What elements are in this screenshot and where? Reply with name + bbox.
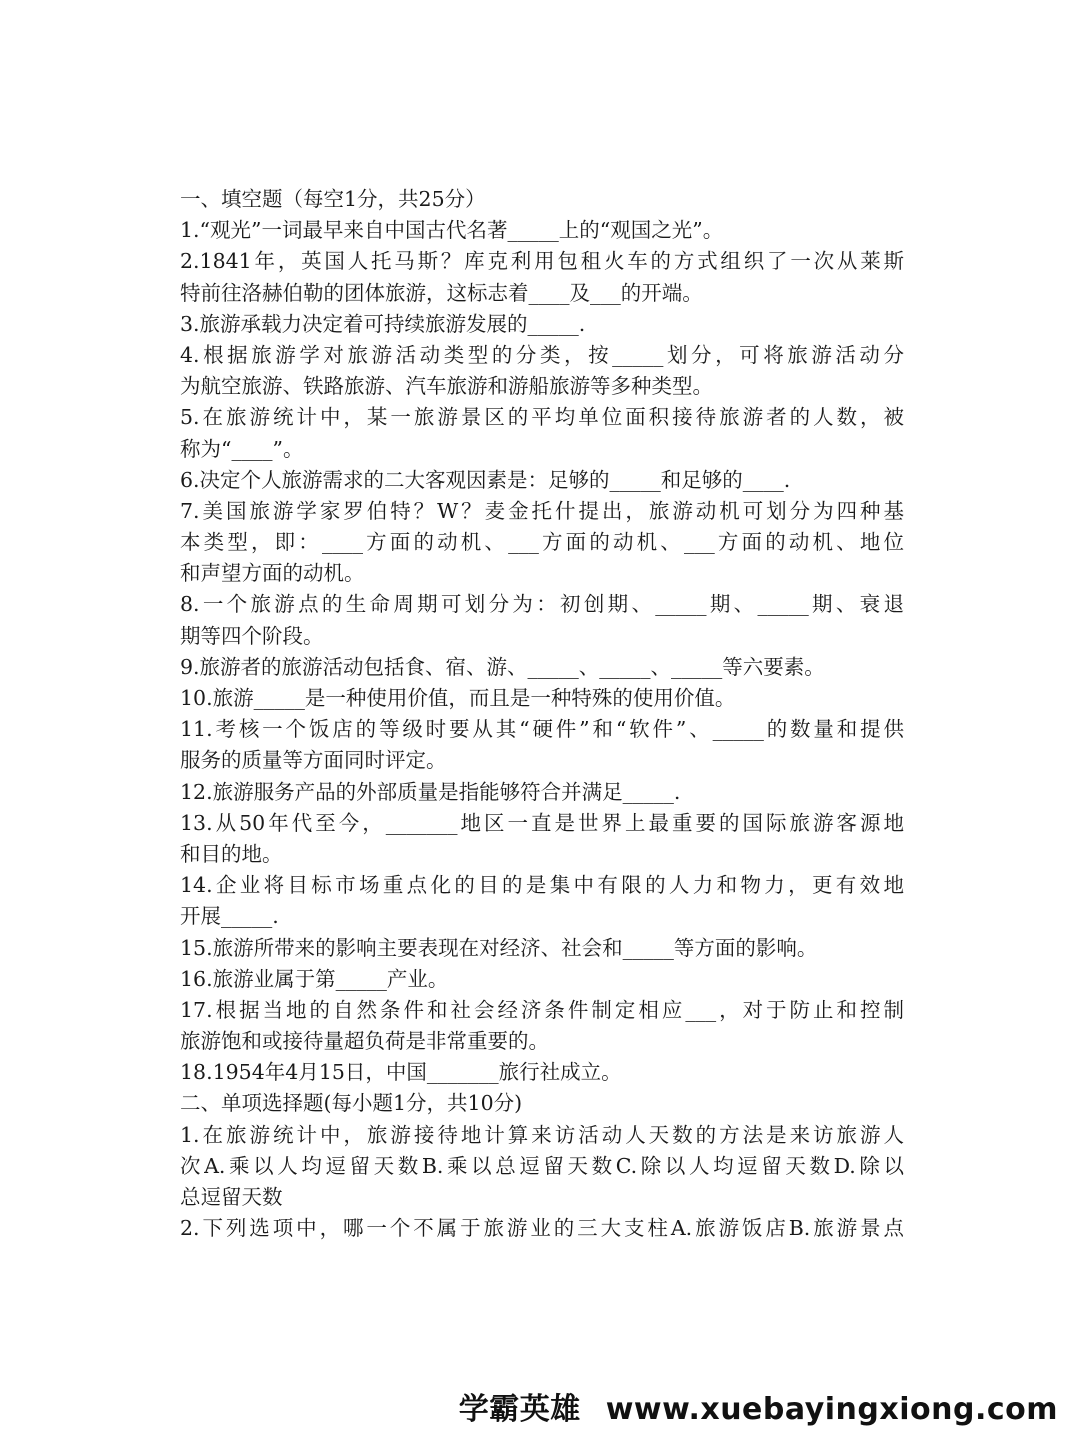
question-line: 16.旅游业属于第_____产业。 (180, 966, 449, 991)
question-line: 和目的地。 (180, 841, 283, 866)
question-line: 旅游饱和或接待量超负荷是非常重要的。 (180, 1029, 549, 1054)
question-line: 1.在旅游统计中，旅游接待地计算来访活动人天数的方法是来访旅游人 (180, 1122, 904, 1147)
watermark-brand: 学霸英雄 (458, 1392, 581, 1427)
question-line: 6.决定个人旅游需求的二大客观因素是：足够的_____和足够的____. (180, 467, 791, 492)
question-line: 和声望方面的动机。 (180, 561, 365, 586)
watermark-url: www.xuebayingxiong.com (605, 1392, 1058, 1427)
question-line: 8.一个旅游点的生命周期可划分为：初创期、_____期、_____期、衰退 (180, 592, 904, 617)
question-line: 15.旅游所带来的影响主要表现在对经济、社会和_____等方面的影响。 (180, 935, 818, 960)
question-line: 3.旅游承载力决定着可持续旅游发展的_____. (180, 311, 586, 336)
question-line: 10.旅游_____是一种使用价值，而且是一种特殊的使用价值。 (180, 686, 736, 710)
question-line: 2.下列选项中，哪一个不属于旅游业的三大支柱A.旅游饭店B.旅游景点 (180, 1216, 904, 1241)
exam-document (180, 184, 904, 1244)
question-line: 18.1954年4月15日，中国_______旅行社成立。 (180, 1060, 622, 1085)
section-heading-single-choice: 二、单项选择题(每小题1分，共10分) (180, 1091, 523, 1116)
section-heading-fill-blank: 一、填空题（每空1分，共25分） (180, 187, 486, 211)
question-line: 本类型，即：____方面的动机、___方面的动机、___方面的动机、地位 (180, 530, 904, 555)
question-line: 2.1841年，英国人托马斯？库克利用包租火车的方式组织了一次从莱斯 (180, 249, 904, 274)
question-line: 14.企业将目标市场重点化的目的是集中有限的人力和物力，更有效地 (180, 873, 904, 898)
question-line: 7.美国旅游学家罗伯特？W？麦金托什提出，旅游动机可划分为四种基 (180, 498, 904, 523)
question-line: 9.旅游者的旅游活动包括食、宿、游、_____、_____、_____等六要素。 (180, 654, 825, 679)
question-line: 17.根据当地的自然条件和社会经济条件制定相应___，对于防止和控制 (180, 997, 904, 1022)
question-line: 1.“观光”一词最早来自中国古代名著_____上的“观国之光”。 (180, 218, 724, 243)
question-line: 12.旅游服务产品的外部质量是指能够符合并满足_____. (180, 779, 681, 804)
question-line: 11.考核一个饭店的等级时要从其“硬件”和“软件”、_____的数量和提供 (180, 717, 904, 742)
question-line: 次A.乘以人均逗留天数B.乘以总逗留天数C.除以人均逗留天数D.除以 (180, 1153, 904, 1178)
question-line: 期等四个阶段。 (180, 623, 324, 648)
question-line: 4.根据旅游学对旅游活动类型的分类，按_____划分，可将旅游活动分 (180, 342, 904, 367)
site-watermark (459, 1384, 1058, 1428)
question-line: 服务的质量等方面同时评定。 (180, 748, 447, 773)
question-line: 特前往洛赫伯勒的团体旅游，这标志着____及___的开端。 (180, 280, 703, 305)
question-line: 称为“____”。 (180, 436, 304, 461)
question-line: 开展_____. (180, 904, 279, 929)
question-line: 为航空旅游、铁路旅游、汽车旅游和游船旅游等多种类型。 (180, 374, 713, 399)
question-line: 总逗留天数 (180, 1185, 283, 1209)
question-line: 13.从50年代至今，_______地区一直是世界上最重要的国际旅游客源地 (180, 810, 904, 835)
question-line: 5.在旅游统计中，某一旅游景区的平均单位面积接待旅游者的人数，被 (180, 405, 904, 430)
